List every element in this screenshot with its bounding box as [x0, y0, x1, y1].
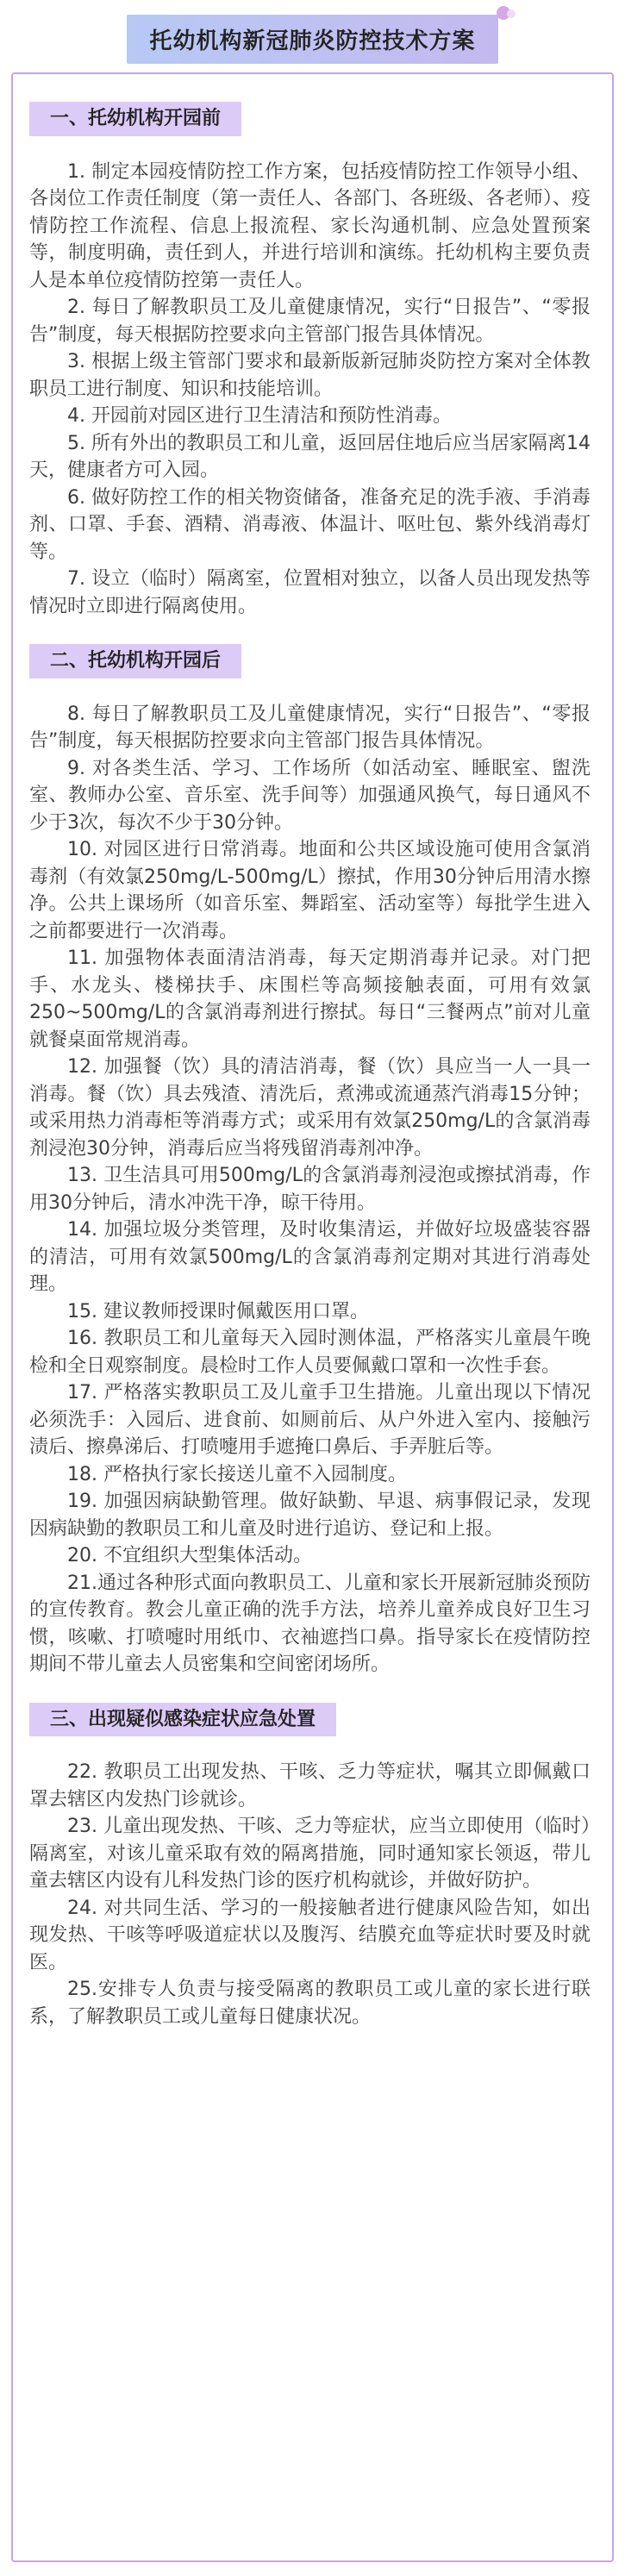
list-item: 20. 不宜组织大型集体活动。 [67, 1545, 312, 1566]
list-item: 15. 建议教师授课时佩戴医用口罩。 [67, 1300, 369, 1322]
list-item: 24. 对共同生活、学习的一般接触者进行健康风险告知，如出现发热、干咳等呼吸道症状以及腹泻、结膜充血等症状时要及时就医。 [29, 1897, 591, 1973]
list-item: 11. 加强物体表面清洁消毒，每天定期消毒并记录。对门把手、水龙头、楼梯扶手、床围栏等高频接触表面，可用有效氯250~500mg/L的含氯消毒剂进行擦拭。每日“三餐两点”前对儿童就餐桌面常规消毒。 [29, 947, 591, 1051]
section-emergency-response [29, 1703, 591, 2031]
section-heading: 三、出现疑似感染症状应急处置 [29, 1703, 336, 1737]
list-item: 12. 加强餐（饮）具的清洁消毒，餐（饮）具应当一人一具一消毒。餐（饮）具去残渣、清洗后，煮沸或流通蒸汽消毒15分钟；或采用热力消毒柜等消毒方式；或采用有效氯250mg/L的含氯消毒剂浸泡30分钟，消毒后应当将残留消毒剂冲净。 [29, 1056, 591, 1160]
list-item: 3. 根据上级主管部门要求和最新版新冠肺炎防控方案对全体教职员工进行制度、知识和技能培训。 [29, 351, 591, 400]
list-item: 4. 开园前对园区进行卫生清洁和预防性消毒。 [67, 405, 452, 427]
section-heading: 一、托幼机构开园前 [29, 102, 241, 136]
section-heading: 二、托幼机构开园后 [29, 644, 241, 678]
list-item: 6. 做好防控工作的相关物资储备，准备充足的洗手液、手消毒剂、口罩、手套、酒精、消毒液、体温计、呕吐包、紫外线消毒灯等。 [29, 486, 591, 563]
list-item: 19. 加强因病缺勤管理。做好缺勤、早退、病事假记录，发现因病缺勤的教职员工和儿童及时进行追访、登记和上报。 [29, 1491, 591, 1540]
list-item: 25.安排专人负责与接受隔离的教职员工或儿童的家长进行联系，了解教职员工或儿童每日健康状况。 [29, 1979, 591, 2028]
decorative-dot [507, 9, 516, 18]
list-item: 7. 设立（临时）隔离室，位置相对独立，以备人员出现发热等情况时立即进行隔离使用。 [29, 568, 591, 617]
list-item: 2. 每日了解教职员工及儿童健康情况，实行“日报告”、“零报告”制度，每天根据防控要求向主管部门报告具体情况。 [29, 297, 591, 346]
list-item: 10. 对园区进行日常消毒。地面和公共区域设施可使用含氯消毒剂（有效氯250mg/L-500mg/L）擦拭，作用30分钟后用清水擦净。公共上课场所（如音乐室、舞蹈室、活动室等）每批学生进入之前都要进行一次消毒。 [29, 839, 591, 942]
list-item: 21.通过各种形式面向教职员工、儿童和家长开展新冠肺炎预防的宣传教育。教会儿童正确的洗手方法，培养儿童养成良好卫生习惯，咳嗽、打喷嚏时用纸巾、衣袖遮挡口鼻。指导家长在疫情防控期间不带儿童去人员密集和空间密闭场所。 [29, 1572, 591, 1675]
list-item: 13. 卫生洁具可用500mg/L的含氯消毒剂浸泡或擦拭消毒，作用30分钟后，清水冲洗干净，晾干待用。 [29, 1165, 591, 1214]
list-item: 5. 所有外出的教职员工和儿童，返回居住地后应当居家隔离14天，健康者方可入园。 [29, 432, 591, 481]
list-item: 14. 加强垃圾分类管理，及时收集清运，并做好垃圾盛装容器的清洁，可用有效氯500mg/L的含氯消毒剂定期对其进行消毒处理。 [29, 1219, 591, 1295]
list-item: 9. 对各类生活、学习、工作场所（如活动室、睡眠室、盥洗室、教师办公室、音乐室、洗手间等）加强通风换气，每日通风不少于3次，每次不少于30分钟。 [29, 757, 591, 834]
list-item: 22. 教职员工出现发热、干咳、乏力等症状，嘱其立即佩戴口罩去辖区内发热门诊就诊。 [29, 1761, 591, 1810]
list-item: 23. 儿童出现发热、干咳、乏力等症状，应当立即使用（临时）隔离室，对该儿童采取有效的隔离措施，同时通知家长领返，带儿童去辖区内设有儿科发热门诊的医疗机构就诊，并做好防护。 [29, 1816, 591, 1891]
list-item: 8. 每日了解教职员工及儿童健康情况，实行“日报告”、“零报告”制度，每天根据防控要求向主管部门报告具体情况。 [29, 703, 591, 752]
title-area [0, 12, 625, 66]
list-item: 1. 制定本园疫情防控工作方案，包括疫情防控工作领导小组、各岗位工作责任制度（第一责任人、各部门、各班级、各老师）、疫情防控工作流程、信息上报流程、家长沟通机制、应急处置预案等，制度明确，责任到人，并进行培训和演练。托幼机构主要负责人是本单位疫情防控第一责任人。 [29, 160, 591, 291]
list-item: 18. 严格执行家长接送儿童不入园制度。 [67, 1463, 407, 1485]
page-title-text: 托幼机构新冠肺炎防控技术方案 [149, 28, 476, 54]
section-after-opening [29, 644, 591, 1679]
section-before-opening [29, 102, 591, 620]
page-title [127, 15, 497, 64]
list-item: 17. 严格落实教职员工及儿童手卫生措施。儿童出现以下情况必须洗手：入园后、进食前、如厕前后、从户外进入室内、接触污渍后、擦鼻涕后、打喷嚏用手遮掩口鼻后、手弄脏后等。 [29, 1382, 591, 1458]
article-body [29, 102, 591, 2054]
list-item: 16. 教职员工和儿童每天入园时测体温，严格落实儿童晨午晚检和全日观察制度。晨检时工作人员要佩戴口罩和一次性手套。 [29, 1328, 591, 1377]
